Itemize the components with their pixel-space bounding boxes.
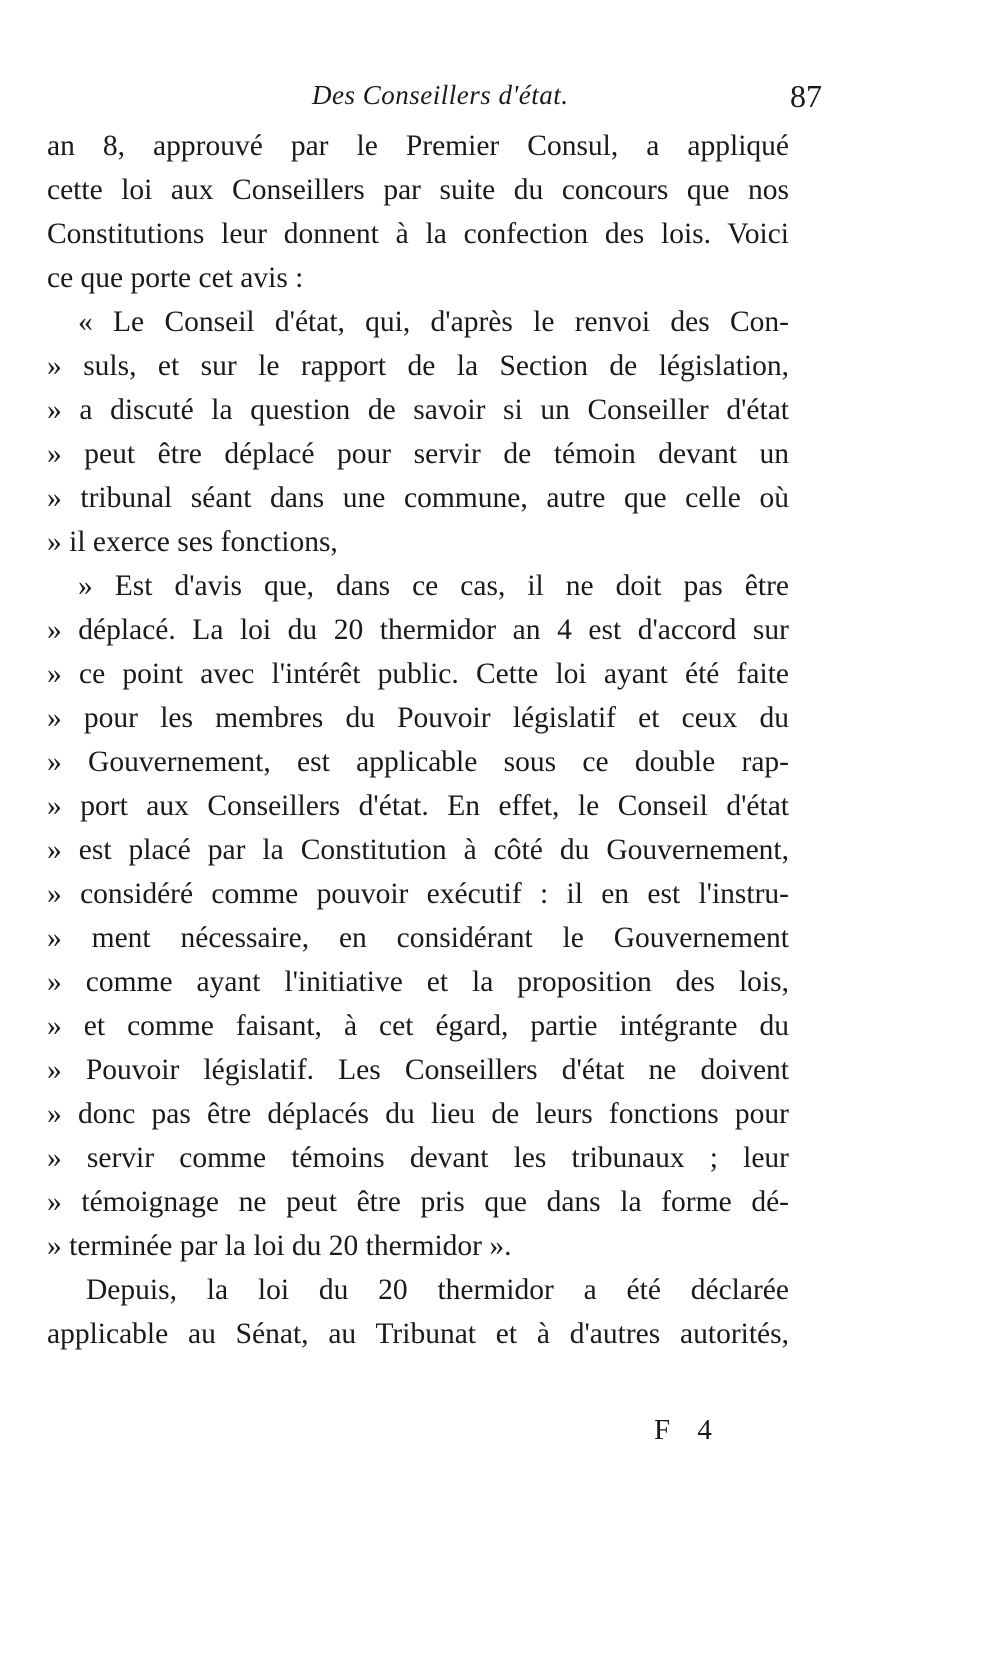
signature-mark: F 4 (654, 1414, 722, 1446)
text-line: » comme ayant l'initiative et la proposition des lois, (47, 966, 789, 998)
text-line: » pour les membres du Pouvoir législatif et ceux du (47, 702, 789, 734)
text-line: » a discuté la question de savoir si un Conseiller d'état (47, 394, 789, 426)
text-line: » déplacé. La loi du 20 thermidor an 4 est d'accord sur (47, 614, 789, 646)
text-line: cette loi aux Conseillers par suite du concours que nos (47, 174, 789, 206)
text-line: » peut être déplacé pour servir de témoin devant un (47, 438, 789, 470)
text-line: » témoignage ne peut être pris que dans la forme dé- (47, 1186, 789, 1218)
text-line: » considéré comme pouvoir exécutif : il en est l'instru- (47, 878, 789, 910)
text-line: an 8, approuvé par le Premier Consul, a appliqué (47, 130, 789, 162)
text-line: » Gouvernement, est applicable sous ce double rap- (47, 746, 789, 778)
text-line: Depuis, la loi du 20 thermidor a été déclarée (86, 1274, 789, 1306)
text-line: ce que porte cet avis : (47, 262, 304, 294)
running-head (0, 80, 1000, 114)
text-line: » ce point avec l'intérêt public. Cette loi ayant été faite (47, 658, 789, 690)
text-line: » est placé par la Constitution à côté du Gouvernement, (47, 834, 789, 866)
text-line: » servir comme témoins devant les tribunaux ; leur (47, 1142, 789, 1174)
page-number: 87 (790, 78, 822, 114)
text-line: » il exerce ses fonctions, (47, 526, 338, 558)
text-line: » Pouvoir législatif. Les Conseillers d'état ne doivent (47, 1054, 789, 1086)
text-line: » et comme faisant, à cet égard, partie intégrante du (47, 1010, 789, 1042)
text-line: » port aux Conseillers d'état. En effet, le Conseil d'état (47, 790, 789, 822)
text-line: Constitutions leur donnent à la confection des lois. Voici (47, 218, 789, 250)
text-line: » suls, et sur le rapport de la Section de législation, (47, 350, 789, 382)
text-line: » donc pas être déplacés du lieu de leurs fonctions pour (47, 1098, 789, 1130)
text-line: applicable au Sénat, au Tribunat et à d'autres autorités, (47, 1318, 789, 1350)
running-title: Des Conseillers d'état. (312, 80, 569, 110)
text-line: » ment nécessaire, en considérant le Gouvernement (47, 922, 789, 954)
text-line: » Est d'avis que, dans ce cas, il ne doit pas être (78, 570, 789, 602)
text-line: » terminée par la loi du 20 thermidor ». (47, 1230, 512, 1262)
text-line: » tribunal séant dans une commune, autre que celle où (47, 482, 789, 514)
text-line: « Le Conseil d'état, qui, d'après le renvoi des Con- (78, 306, 789, 338)
